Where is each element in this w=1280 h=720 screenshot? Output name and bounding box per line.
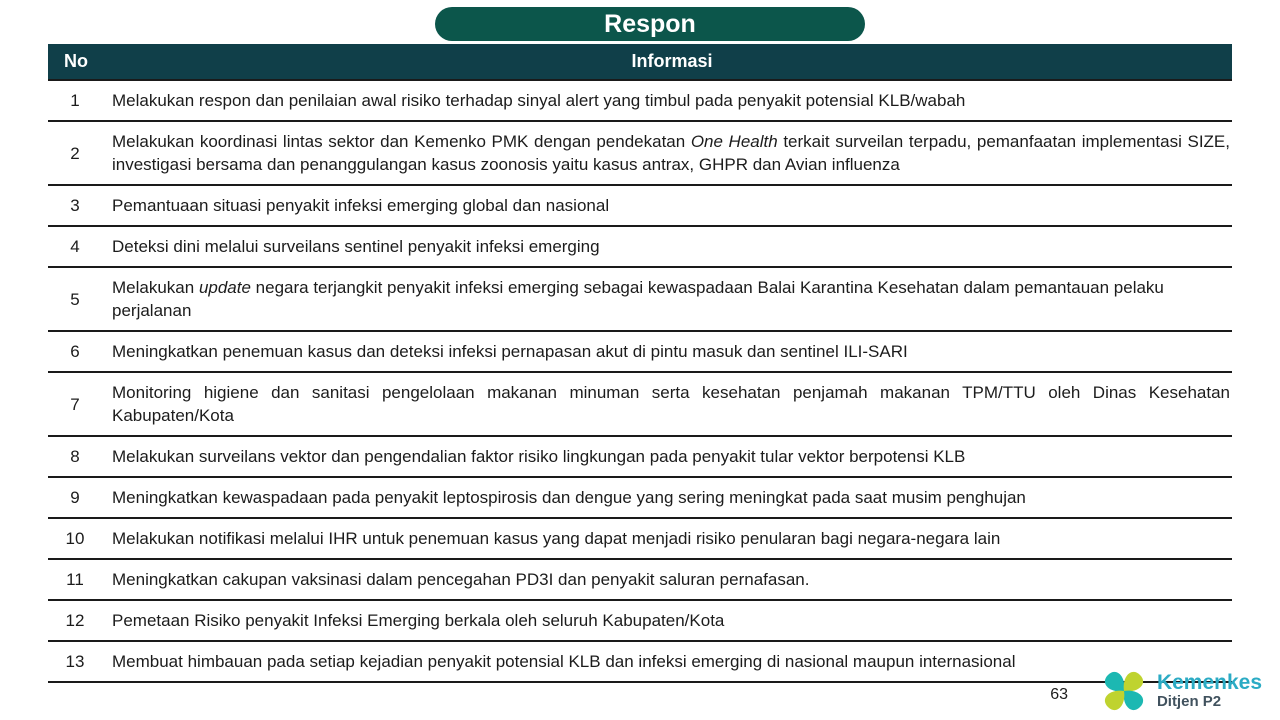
row-number: 8 xyxy=(48,436,112,477)
row-number: 12 xyxy=(48,600,112,641)
row-number: 2 xyxy=(48,121,112,185)
table-row xyxy=(48,121,1232,185)
row-info-text: Pemantuaan situasi penyakit infeksi emerging global dan nasional xyxy=(112,185,1232,226)
row-info-text: Meningkatkan penemuan kasus dan deteksi infeksi pernapasan akut di pintu masuk dan sentinel ILI-SARI xyxy=(112,331,1232,372)
row-number: 1 xyxy=(48,80,112,121)
table-row xyxy=(48,518,1232,559)
table-row xyxy=(48,600,1232,641)
row-info-text: Meningkatkan cakupan vaksinasi dalam pencegahan PD3I dan penyakit saluran pernafasan. xyxy=(112,559,1232,600)
row-number: 5 xyxy=(48,267,112,331)
row-info-text: Melakukan update negara terjangkit penyakit infeksi emerging sebagai kewaspadaan Balai Karantina Kesehatan dalam pemantauan pelaku perjalanan xyxy=(112,267,1232,331)
column-header-informasi: Informasi xyxy=(112,44,1232,80)
row-info-text: Melakukan respon dan penilaian awal risiko terhadap sinyal alert yang timbul pada penyakit potensial KLB/wabah xyxy=(112,80,1232,121)
brand-unit: Ditjen P2 xyxy=(1156,693,1222,711)
row-info-text: Monitoring higiene dan sanitasi pengelolaan makanan minuman serta kesehatan penjamah makanan TPM/TTU oleh Dinas Kesehatan Kabupaten/Kota xyxy=(112,372,1232,436)
slide-title: Respon xyxy=(604,9,696,38)
row-info-text: Deteksi dini melalui surveilans sentinel penyakit infeksi emerging xyxy=(112,226,1232,267)
row-number: 11 xyxy=(48,559,112,600)
table-row xyxy=(48,80,1232,121)
row-info-text: Melakukan notifikasi melalui IHR untuk penemuan kasus yang dapat menjadi risiko penularan bagi negara-negara lain xyxy=(112,518,1232,559)
row-info-text: Pemetaan Risiko penyakit Infeksi Emerging berkala oleh seluruh Kabupaten/Kota xyxy=(112,600,1232,641)
table-row xyxy=(48,185,1232,226)
table-row xyxy=(48,331,1232,372)
respon-table xyxy=(48,44,1232,683)
table-row xyxy=(48,477,1232,518)
row-info-text: Meningkatkan kewaspadaan pada penyakit leptospirosis dan dengue yang sering meningkat pada saat musim penghujan xyxy=(112,477,1232,518)
row-info-text: Melakukan koordinasi lintas sektor dan Kemenko PMK dengan pendekatan One Health terkait surveilan terpadu, pemanfaatan implementasi SIZE, investigasi bersama dan penanggulangan kasus zoonosis yaitu kasus antrax, GHPR dan Avian influenza xyxy=(112,121,1232,185)
kemenkes-logo xyxy=(1097,664,1262,718)
row-number: 7 xyxy=(48,372,112,436)
row-number: 10 xyxy=(48,518,112,559)
table-row xyxy=(48,372,1232,436)
row-number: 4 xyxy=(48,226,112,267)
page-number: 63 xyxy=(1050,686,1068,703)
kemenkes-clover-icon xyxy=(1097,664,1151,718)
slide-title-pill xyxy=(435,7,865,41)
table-row xyxy=(48,226,1232,267)
table-body xyxy=(48,80,1232,682)
brand-name: Kemenkes xyxy=(1156,671,1262,695)
table-header xyxy=(48,44,1232,80)
row-info-text: Melakukan surveilans vektor dan pengendalian faktor risiko lingkungan pada penyakit tular vektor berpotensi KLB xyxy=(112,436,1232,477)
table-row xyxy=(48,267,1232,331)
table-row xyxy=(48,641,1232,682)
row-info-text: Membuat himbauan pada setiap kejadian penyakit potensial KLB dan infeksi emerging di nasional maupun internasional xyxy=(112,641,1232,682)
row-number: 9 xyxy=(48,477,112,518)
row-number: 13 xyxy=(48,641,112,682)
column-header-no: No xyxy=(48,44,112,80)
table-row xyxy=(48,436,1232,477)
table-row xyxy=(48,559,1232,600)
row-number: 6 xyxy=(48,331,112,372)
row-number: 3 xyxy=(48,185,112,226)
